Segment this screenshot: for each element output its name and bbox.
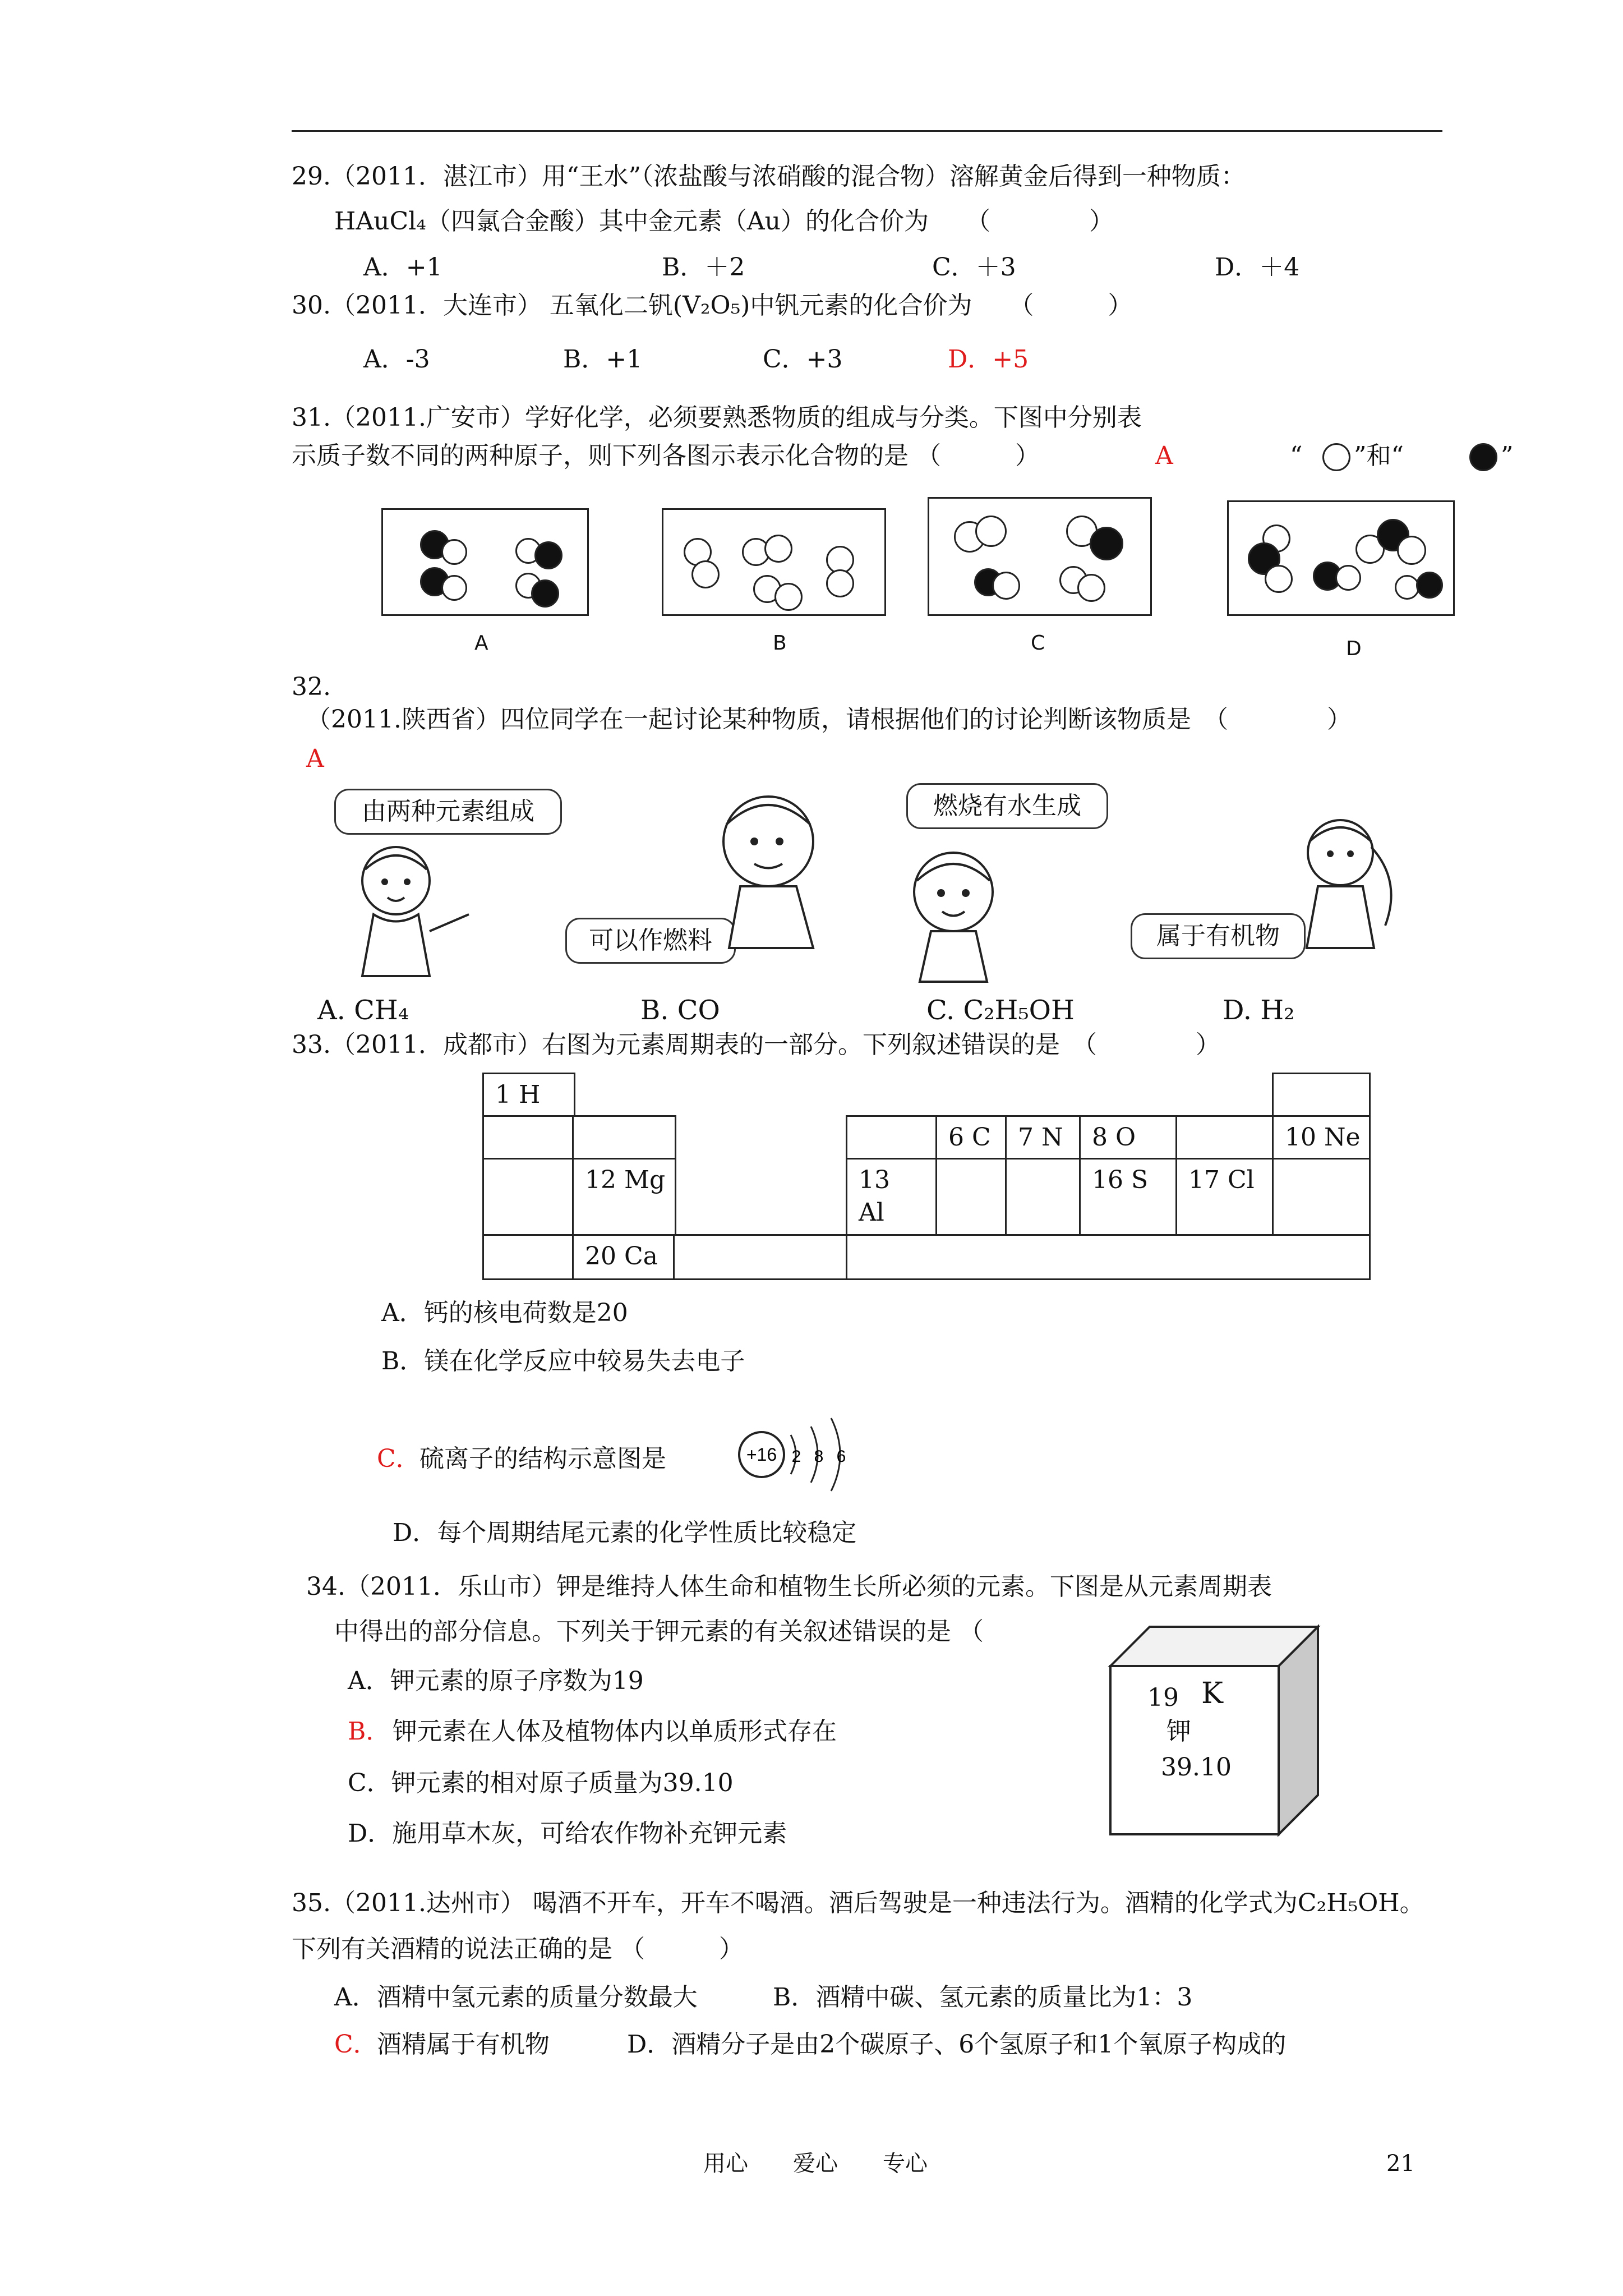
page-number: 21 [1386, 2151, 1415, 2177]
cell-ca: 20 Ca [572, 1234, 676, 1280]
boy-cartoon-2 [886, 830, 1021, 987]
potassium-element-card [1099, 1616, 1335, 1840]
q33-option-a: A．钙的核电荷数是20 [381, 1299, 628, 1327]
atom [1265, 565, 1293, 593]
card-symbol: K [1201, 1677, 1223, 1710]
q32-option-a: A. CH₄ [317, 995, 409, 1026]
diagram-b-box [662, 508, 886, 616]
cell [846, 1234, 1371, 1280]
footer-motto: 用心 爱心 专心 [703, 2151, 928, 2177]
q29-line1: 29.（2011．湛江市）用“王水”（浓盐酸与浓硝酸的混合物）溶解黄金后得到一种物质： [292, 162, 1246, 191]
cell-row1-end [1272, 1073, 1371, 1119]
girl-cartoon-1 [334, 830, 502, 999]
q33-option-c-text: 硫离子的结构示意图是 [419, 1444, 666, 1473]
q35-option-b: B．酒精中碳、氢元素的质量比为1：3 [773, 1983, 1193, 2012]
card-atomic-mass: 39.10 [1161, 1753, 1232, 1782]
q33-line1: 33.（2011．成都市）右图为元素周期表的一部分。下列叙述错误的是 （ ） [292, 1030, 1220, 1059]
q31-legend-mid: ”和“ [1354, 441, 1404, 470]
nucleus-charge: +16 [746, 1444, 777, 1465]
diagram-b-label: B [773, 632, 787, 655]
q34-option-b-letter: B． [348, 1717, 391, 1746]
atom [1397, 536, 1426, 565]
q31-line1: 31.（2011.广安市）学好化学，必须要熟悉物质的组成与分类。下图中分别表 [292, 403, 1142, 432]
cell [1272, 1158, 1371, 1237]
card-name: 钾 [1166, 1717, 1191, 1746]
q29-option-a: A．+1 [363, 253, 442, 282]
diagram-c-box [928, 497, 1152, 616]
q35-option-c-letter: C． [334, 2030, 378, 2059]
q32-option-d: D. H₂ [1223, 995, 1295, 1026]
atom [774, 583, 803, 611]
diagram-d-box [1227, 500, 1455, 616]
atom [531, 579, 559, 608]
cell [482, 1115, 575, 1161]
q31-line2: 示质子数不同的两种原子，则下列各图示表示化合物的是 （ ） [292, 441, 1040, 470]
bubble-water: 燃烧有水生成 [906, 783, 1108, 829]
cell-c: 6 C [935, 1115, 1008, 1161]
cell [673, 1234, 849, 1280]
atom [441, 539, 467, 565]
q30-option-b: B．+1 [563, 345, 643, 374]
q35-option-d: D．酒精分子是由2个碳原子、6个氢原子和1个氧原子构成的 [627, 2030, 1287, 2059]
legend-black-atom [1469, 443, 1497, 471]
diagram-a-box [381, 508, 589, 616]
q33-option-c-letter: C． [377, 1444, 421, 1473]
cell [846, 1115, 939, 1161]
q35-line2: 下列有关酒精的说法正确的是 （ ） [292, 1935, 744, 1963]
q31-legend-open: “ [1290, 441, 1303, 470]
atom [534, 541, 562, 569]
q30-option-d-answer: D．+5 [948, 345, 1029, 374]
q34-option-b-text: 钾元素在人体及植物体内以单质形式存在 [393, 1717, 837, 1746]
cell [572, 1115, 676, 1161]
atom [1077, 574, 1105, 602]
q35-option-a: A．酒精中氢元素的质量分数最大 [334, 1983, 698, 2012]
q29-option-b: B．＋2 [662, 253, 745, 282]
cell-s: 16 S [1079, 1158, 1179, 1237]
q33-option-b: B．镁在化学反应中较易失去电子 [381, 1347, 745, 1375]
q32-line1: （2011.陕西省）四位同学在一起讨论某种物质，请根据他们的讨论判断该物质是 （ ） [306, 705, 1352, 734]
cell [1175, 1115, 1275, 1161]
cell-n: 7 N [1005, 1115, 1082, 1161]
cell [482, 1234, 575, 1280]
atom [975, 516, 1007, 547]
periodic-table-fragment [482, 1073, 1371, 1280]
q31-answer: A [1155, 441, 1173, 470]
q29-option-c: C．＋3 [932, 253, 1016, 282]
cell [1005, 1158, 1082, 1237]
q32-option-c: C. C₂H₅OH [926, 995, 1075, 1026]
q34-line2: 中得出的部分信息。下列关于钾元素的有关叙述错误的是 （ [334, 1617, 984, 1646]
atom [441, 575, 467, 601]
cell-mg: 12 Mg [572, 1158, 676, 1237]
cell-cl: 17 Cl [1175, 1158, 1275, 1237]
q30-option-c: C．+3 [763, 345, 843, 374]
atom [764, 535, 792, 563]
q31-legend-close: ” [1501, 441, 1514, 470]
cell-h: 1 H [482, 1073, 575, 1119]
q29-option-d: D．＋4 [1215, 253, 1300, 282]
atom [826, 569, 854, 597]
diagram-a-label: A [474, 632, 488, 655]
sulfur-ion-diagram [735, 1412, 880, 1497]
q32-answer: A [306, 744, 324, 773]
legend-white-atom [1322, 443, 1350, 471]
header-rule [292, 130, 1442, 132]
cell-o: 8 O [1079, 1115, 1179, 1161]
boy-cartoon-1 [690, 780, 858, 959]
shell-2-count: 8 [814, 1447, 824, 1466]
q33-option-d: D．每个周期结尾元素的化学性质比较稳定 [393, 1519, 857, 1547]
q32-number: 32. [292, 673, 331, 701]
q34-line1: 34.（2011．乐山市）钾是维持人体生命和植物生长所必须的元素。下图是从元素周期表 [306, 1572, 1272, 1601]
shell-3-count: 6 [836, 1447, 846, 1466]
bubble-fuel: 可以作燃料 [565, 918, 736, 964]
diagram-d-label: D [1346, 637, 1362, 660]
atom [1416, 572, 1443, 599]
q35-option-c-text: 酒精属于有机物 [377, 2030, 550, 2059]
q32-option-b: B. CO [640, 995, 720, 1026]
atom [1335, 565, 1361, 591]
atom [992, 572, 1020, 600]
q34-option-d: D．施用草木灰，可给农作物补充钾元素 [348, 1819, 787, 1848]
cell [482, 1158, 575, 1237]
cell [935, 1158, 1008, 1237]
q30-line1: 30.（2011．大连市） 五氧化二钒(V₂O₅)中钒元素的化合价为 （ ） [292, 291, 1133, 320]
cell-ne: 10 Ne [1272, 1115, 1371, 1161]
q30-option-a: A．-3 [363, 345, 430, 374]
atom [691, 560, 720, 588]
diagram-c-label: C [1031, 632, 1045, 655]
q29-line2: HAuCl₄（四氯合金酸）其中金元素（Au）的化合价为 （ ） [334, 207, 1114, 236]
cell-al: 13 Al [846, 1158, 939, 1237]
bubble-two-elements: 由两种元素组成 [334, 789, 562, 835]
card-atomic-number: 19 [1147, 1683, 1179, 1712]
q34-option-a: A．钾元素的原子序数为19 [348, 1667, 644, 1695]
q35-line1: 35.（2011.达州市） 喝酒不开车，开车不喝酒。酒后驾驶是一种违法行为。酒精的化学式为C₂H₅OH。 [292, 1889, 1424, 1917]
q34-option-c: C．钾元素的相对原子质量为39.10 [348, 1769, 734, 1797]
atom [1090, 527, 1123, 560]
shell-1-count: 2 [791, 1447, 801, 1466]
girl-cartoon-2 [1279, 802, 1424, 970]
bubble-organic: 属于有机物 [1131, 913, 1306, 959]
